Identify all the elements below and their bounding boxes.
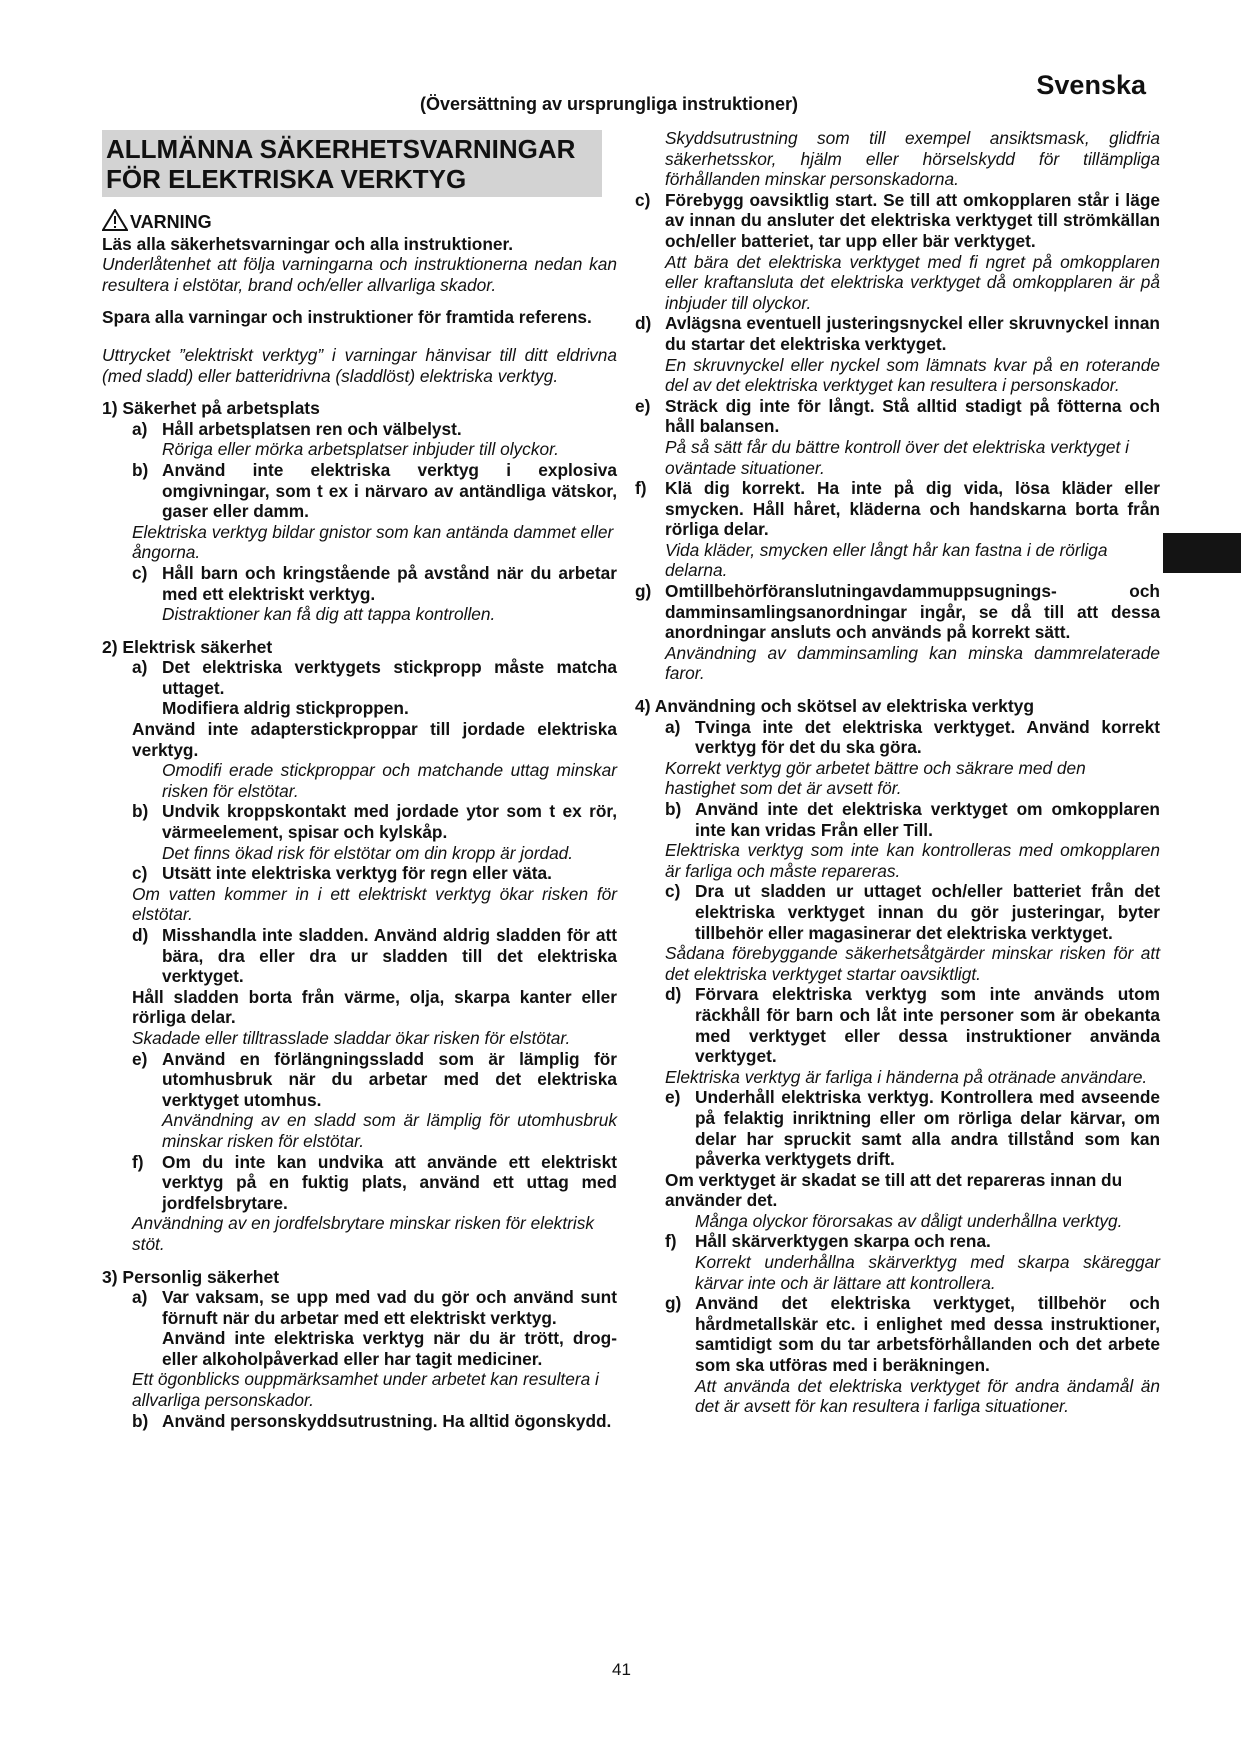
item-note: Sådana förebyggande säkerhetsåtgärder minskar risken för att det elektriska verktyget startar oavsiktligt.: [665, 943, 1160, 984]
section-2-heading: 2) Elektrisk säkerhet: [102, 636, 273, 657]
item-note: Att bära det elektriska verktyget med fi ngret på omkopplaren eller kraftansluta det elektriska verktyget då omkopplaren är på inbjuder till olyckor.: [665, 251, 1160, 313]
list-item: c) Håll barn och kringstående på avstånd när du arbetar med ett elektriskt verktyg.: [132, 562, 617, 604]
item-text: Håll sladden borta från värme, olja, skarpa kanter eller rörliga delar.: [132, 986, 617, 1028]
failure-warning: Underlåtenhet att följa varningarna och instruktionerna nedan kan resultera i elstötar, brand och/eller allvarliga skador.: [102, 254, 617, 295]
list-item: d) Misshandla inte sladden. Använd aldrig sladden för att bära, dra eller dra ur sladden till det elektriska verktyget.: [132, 925, 617, 987]
item-note: Användning av en sladd som är lämplig för utomhusbruk minskar risken för elstötar.: [162, 1110, 617, 1151]
item-note: Korrekt verktyg gör arbetet bättre och säkrare med den hastighet som det är avsett för.: [665, 757, 1086, 799]
list-item: a) Tvinga inte det elektriska verktyget. Använd korrekt verktyg för det du ska göra.: [665, 716, 1160, 758]
item-note: Skadade eller tilltrasslade sladdar ökar risken för elstötar.: [132, 1027, 571, 1048]
item-note: På så sätt får du bättre kontroll över det elektriska verktyget i oväntade situationer.: [665, 436, 1129, 478]
list-item: c) Förebygg oavsiktlig start. Se till att omkopplaren står i läge av innan du ansluter det elektriska verktyget till strömkällan och/eller batteriet, tar upp eller bär verktyget.: [635, 189, 1160, 251]
item-text: Om verktyget är skadat se till att det repareras innan du använder det.: [665, 1169, 1123, 1211]
item-note: Omodifi erade stickproppar och matchande uttag minskar risken för elstötar.: [162, 760, 617, 801]
list-item: b) Använd inte det elektriska verktyget om omkopplaren inte kan vridas Från eller Till.: [665, 799, 1160, 840]
language-label: Svenska: [1036, 70, 1146, 100]
list-item: a) Det elektriska verktygets stickpropp måste matcha uttaget.: [132, 657, 617, 698]
list-item: f) Om du inte kan undvika att använde ett elektriskt verktyg på en fuktig plats, använd ett uttag med jordfelsbrytare.: [132, 1151, 617, 1213]
list-item: d) Förvara elektriska verktyg som inte används utom räckhåll för barn och låt inte personer som är obekanta med verktyget eller dessa instruktioner använda verktyget.: [665, 984, 1160, 1067]
translation-subtitle: (Översättning av ursprungliga instruktioner): [420, 94, 799, 114]
item-note: Att använda det elektriska verktyget för andra ändamål än det är avsett för kan resultera i farliga situationer.: [695, 1375, 1160, 1417]
item-note: Skyddsutrustning som till exempel ansiktsmask, glidfria säkerhetsskor, hjälm eller hörselskydd för tillämpliga förhållanden minskar personskadorna.: [665, 128, 1160, 190]
warning-label: VARNING: [130, 212, 212, 232]
list-item: a) Var vaksam, se upp med vad du gör och använd sunt förnuft när du arbetar med ett elektriskt verktyg.: [132, 1287, 617, 1328]
item-note: Många olyckor förorsakas av dåligt underhållna verktyg.: [695, 1210, 1123, 1231]
item-note: Röriga eller mörka arbetsplatser inbjuder till olyckor.: [162, 439, 559, 460]
item-note: Vida kläder, smycken eller långt hår kan fastna i de rörliga delarna.: [665, 539, 1108, 581]
list-item: f) Klä dig korrekt. Ha inte på dig vida, lösa kläder eller smycken. Håll håret, kläderna och handskarna borta från rörliga delar.: [635, 478, 1160, 540]
term-definition: Uttrycket ”elektriskt verktyg” i varningar hänvisar till ditt eldrivna (med sladd) eller batteridrivna (sladdlöst) elektriska verktyg.: [102, 344, 617, 386]
list-item: c) Dra ut sladden ur uttaget och/eller batteriet från det elektriska verktyget innan du gör justeringar, byter tillbehör eller magasinerar det elektriska verktyget.: [665, 881, 1160, 943]
section-1-heading: 1) Säkerhet på arbetsplats: [102, 398, 320, 419]
item-note: Korrekt underhållna skärverktyg med skarpa skäreggar kärvar inte och är lättare att kontrollera.: [695, 1252, 1160, 1293]
item-text: Använd inte elektriska verktyg när du är trött, drog- eller alkoholpåverkad eller har tagit mediciner.: [162, 1328, 617, 1369]
list-item: b) Använd personskyddsutrustning. Ha alltid ögonskydd.: [132, 1410, 612, 1431]
list-item: g) Omtillbehörföranslutningavdammuppsugnings- och damminsamlingsanordningar ingår, se då till att dessa anordningar ansluts och används på korrekt sätt.: [635, 581, 1160, 643]
item-note: Elektriska verktyg som inte kan kontrolleras med omkopplaren är farliga och måste repareras.: [665, 840, 1160, 881]
list-item: d) Avlägsna eventuell justeringsnyckel eller skruvnyckel innan du startar det elektriska verktyget.: [635, 313, 1160, 354]
item-note: Distraktioner kan få dig att tappa kontrollen.: [162, 604, 496, 625]
item-note: Användning av en jordfelsbrytare minskar risken för elektrisk stöt.: [132, 1213, 594, 1254]
left-column: [102, 130, 617, 1431]
item-note: Användning av damminsamling kan minska dammrelaterade faror.: [665, 642, 1160, 684]
list-item: g) Använd det elektriska verktyget, tillbehör och hårdmetallskär etc. i enlighet med dessa instruktioner, samtidigt som du tar arbetsförhållanden och det arbete som ska utföras med i beräkningen.: [665, 1293, 1160, 1376]
save-instruction: Spara alla varningar och instruktioner för framtida referens.: [102, 307, 592, 328]
list-item: e) Sträck dig inte för långt. Stå alltid stadigt på fötterna och håll balansen.: [635, 395, 1160, 437]
list-item: e) Använd en förlängningssladd som är lämplig för utomhusbruk när du arbetar med det elektriska verktyget utomhus.: [132, 1048, 617, 1110]
list-item: f) Håll skärverktygen skarpa och rena.: [665, 1231, 991, 1252]
item-note: Ett ögonblicks ouppmärksamhet under arbetet kan resultera i allvarliga personskador.: [132, 1369, 599, 1411]
list-item: a) Håll arbetsplatsen ren och välbelyst.: [132, 418, 462, 439]
list-item: b) Undvik kroppskontakt med jordade ytor som t ex rör, värmeelement, spisar och kylskåp.: [132, 801, 617, 843]
item-text: Modifiera aldrig stickproppen.: [162, 698, 409, 719]
item-note: En skruvnyckel eller nyckel som lämnats kvar på en roterande del av det elektriska verktyget kan resultera i personskador.: [665, 354, 1160, 396]
item-note: Om vatten kommer in i ett elektriskt verktyg ökar risken för elstötar.: [132, 883, 617, 925]
item-note: Elektriska verktyg är farliga i händerna på otränade användare.: [665, 1066, 1148, 1087]
right-column: [635, 128, 1160, 1417]
item-note: Elektriska verktyg bildar gnistor som kan antända dammet eller ångorna.: [132, 521, 614, 563]
item-text: Använd inte adapterstickproppar till jordade elektriska verktyg.: [132, 719, 617, 760]
section-tab-marker: [1163, 533, 1241, 573]
list-item: c) Utsätt inte elektriska verktyg för regn eller väta.: [132, 863, 552, 884]
item-note: Det finns ökad risk för elstötar om din kropp är jordad.: [162, 842, 574, 863]
page-title: ALLMÄNNA SÄKERHETSVARNINGAR FÖR ELEKTRISKA VERKTYG: [102, 130, 602, 197]
warning-triangle-icon: [102, 209, 128, 231]
warning-heading: [102, 209, 617, 233]
list-item: e) Underhåll elektriska verktyg. Kontrollera med avseende på felaktig inriktning eller om rörliga delar kärvar, om delar har spruckit samt alla andra tillstånd som kan påverka verktygets drift.: [665, 1087, 1160, 1170]
list-item: b) Använd inte elektriska verktyg i explosiva omgivningar, som t ex i närvaro av antändliga vätskor, gaser eller damm.: [132, 459, 617, 522]
page-number: 41: [612, 1660, 631, 1679]
read-all-instruction: Läs alla säkerhetsvarningar och alla instruktioner.: [102, 233, 514, 254]
section-3-heading: 3) Personlig säkerhet: [102, 1266, 280, 1287]
section-4-heading: 4) Användning och skötsel av elektriska verktyg: [635, 696, 1035, 717]
